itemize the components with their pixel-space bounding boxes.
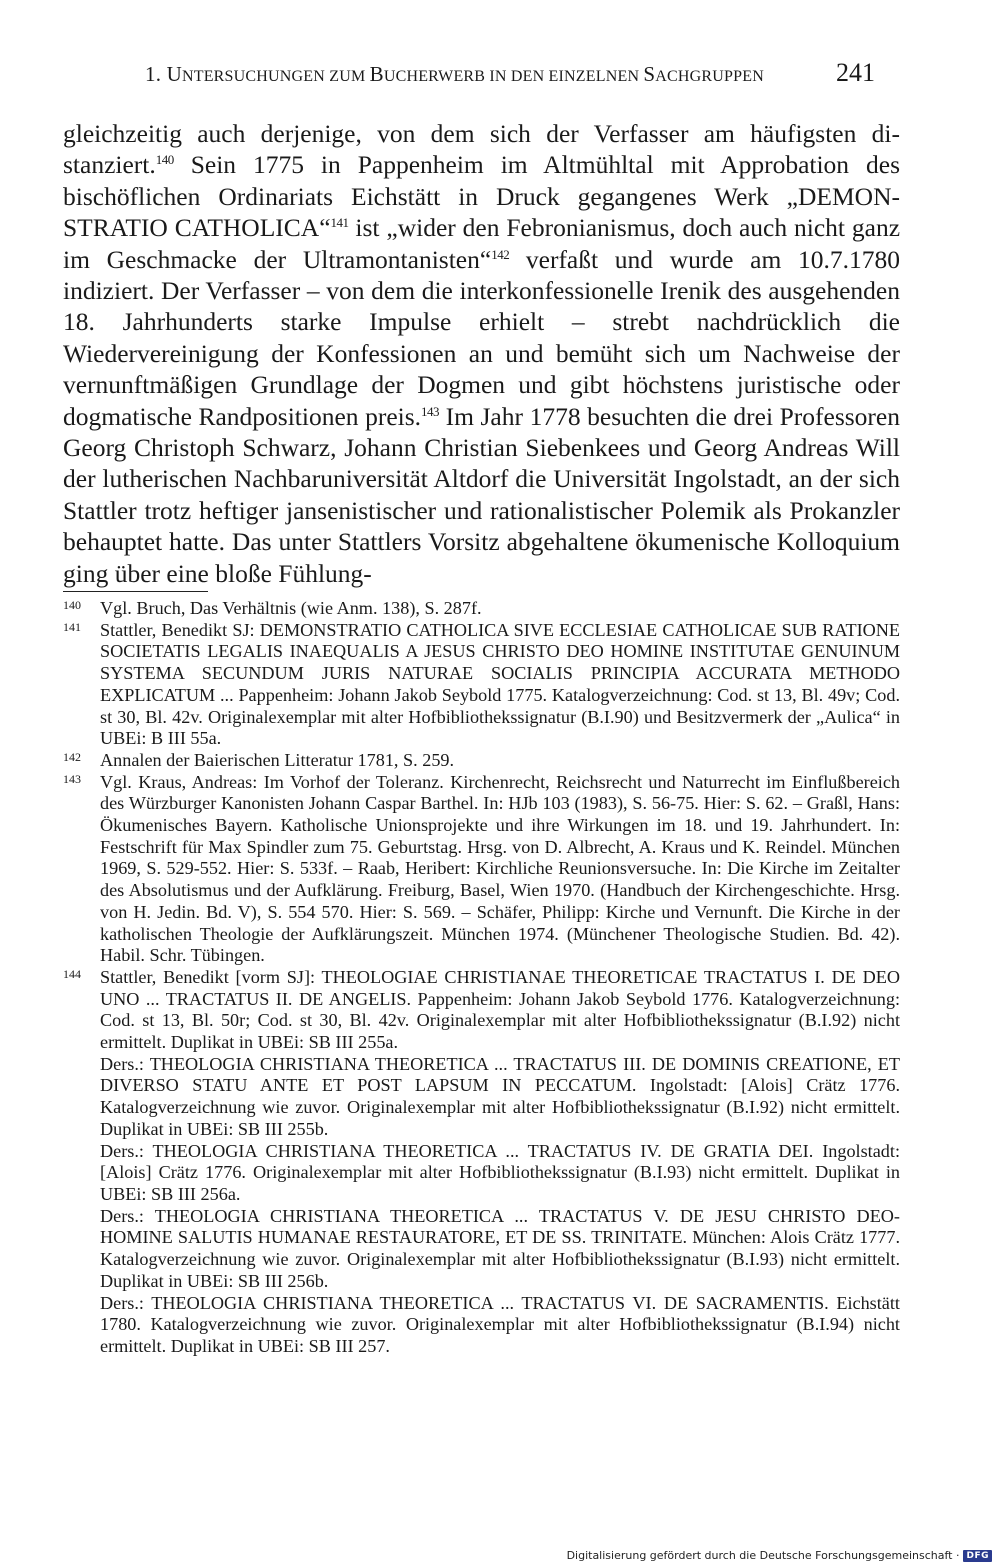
footnote-text: Vgl. Kraus, Andreas: Im Vorhof der Toleranz. Kirchenrecht, Reichsrecht und Naturrecht im Einflußbereich des Würzburger Kanonisten Johann Caspar Barthel. In: HJb 103 (1983), S. 56-75. Hier: S. 62. – Graßl, Hans: Ökumenisches Bayern. Katholische Unionsprojekte und ihre Wirkungen im 18. und 19. Jahrhundert. In: Festschrift für Max Spindler zum 75. Geburtstag. Hrsg. von D. Albrecht, A. Kraus und K. Reindel. München 1969, S. 529-552. Hier: S. 533f. – Raab, Heribert: Kirchliche Reunionsversuche. In: Die Kirche im Zeitalter des Absolutismus und der Aufklärung. Freiburg, Basel, Wien 1970. (Handbuch der Kirchengeschichte. Hrsg. von H. Jedin. Bd. V), S. 554 570. Hier: S. 569. – Schäfer, Philipp: Kirche und Vernunft. Die Kirche in der katholischen Theologie der Aufklärungszeit. München 1974. (Münchener Theologische Studien. Bd. 42). Habil. Schr. Tübingen. [100, 771, 900, 966]
footnote-text: Ders.: THEOLOGIA CHRISTIANA THEORETICA ... TRACTATUS V. DE JESU CHRISTO DEO-HOMINE SALUTIS HUMANAE RESTAURATORE, ET DE SS. TRINITATE. München: Alois Crätz 1777. Katalogverzeichnung wie zuvor. Originalexemplar mit alter Hofbibliothekssignatur (B.I.93) nicht ermittelt. Duplikat in UBEi: SB III 256b. [100, 1205, 900, 1291]
footnote-number: 144 [63, 966, 81, 981]
body-text-segment: verfaßt und wurde am 10.7.1780 indiziert. Der Verfasser – von dem die interkonfessionelle Irenik des ausgehenden 18. Jahrhunderts starke Impulse erhielt – strebt nachdrücklich die Wiedervereinigung der Konfessionen an und bemüht sich um Nachweise der vernunftmäßigen Grundlage der Dogmen und gibt höchstens juristische oder dogmatische Randpositionen preis. [63, 244, 900, 431]
footnote-ref[interactable]: 143 [421, 403, 440, 419]
footnote-text: Stattler, Benedikt SJ: DEMONSTRATIO CATHOLICA SIVE ECCLESIAE CATHOLICAE SUB RATIONE SOCIETATIS LEGALIS INAEQUALIS A JESUS CHRISTO DEO HOMINE INSTITUTAE GENUINUM SYSTEMA SECUNDUM JURIS NATURAE SOCIALIS PRINCIPIA ACCURATA METHODO EXPLICATUM ... Pappenheim: Johann Jakob Seybold 1775. Katalogverzeichnung: Cod. st 13, Bl. 49v; Cod. st 30, Bl. 42v. Originalexemplar mit alter Hofbibliothekssignatur (B.I.90) und Besitzvermerk der „Aulica“ in UBEi: B III 55a. [100, 619, 900, 749]
footnote-text: Annalen der Baierischen Litteratur 1781, S. 259. [100, 749, 455, 770]
dfg-logo-icon: DFG [963, 1550, 992, 1562]
footnote-ref[interactable]: 141 [330, 215, 349, 231]
digitization-credit [567, 1549, 992, 1562]
footnote-separator [63, 591, 208, 592]
footnote-ref[interactable]: 140 [155, 152, 174, 168]
footnote-143 [63, 772, 900, 967]
title-smallcaps: NTERSUCHUNGEN ZUM [181, 68, 370, 85]
body-text-segment: gleichzeitig auch derjenige, von dem sich der Verfasser am häufigsten distanziert. [63, 119, 900, 180]
chapter-number: 1. [145, 62, 162, 86]
page-number: 241 [836, 58, 875, 87]
footnote-number: 141 [63, 619, 81, 634]
body-text-segment: Im Jahr 1778 besuchten die drei Professoren Georg Christoph Schwarz, Johann Christian Siebenkees und Georg Andreas Will der lutherischen Nachbaruniversität Altdorf die Universität Ingolstadt, an der sich Stattler trotz heftiger jansenistischer und rationalistischer Polemik als Prokanzler behauptet hatte. Das unter Stattlers Vorsitz abgehaltene ökumenische Kolloquium ging über eine bloße Fühlung- [63, 401, 900, 588]
footnote-144 [63, 967, 900, 1358]
footnote-ref[interactable]: 142 [491, 246, 510, 262]
footnote-141 [63, 620, 900, 750]
title-smallcaps: ACHGRUPPEN [655, 68, 764, 85]
footnote-text: Vgl. Bruch, Das Verhältnis (wie Anm. 138), S. 287f. [100, 598, 482, 618]
footnote-142 [63, 750, 900, 772]
body-text-segment: Sein 1775 in Pappenheim im Altmühltal mit Approbation des bischöflichen Ordinariats Eichstätt in Druck gegangenes Werk „DEMONSTRATIO CATHOLICA“ [63, 150, 900, 243]
footnote-number: 140 [63, 598, 81, 612]
footnote-text: Ders.: THEOLOGIA CHRISTIANA THEORETICA ... TRACTATUS IV. DE GRATIA DEI. Ingolstadt: [Alois] Crätz 1776. Originalexemplar mit alter Hofbibliothekssignatur (B.I.93) nicht ermittelt. Duplikat in UBEi: SB III 256a. [100, 1140, 900, 1204]
title-cap: U [166, 62, 182, 86]
running-head [145, 62, 875, 87]
title-cap: B [369, 62, 384, 86]
credit-text: Digitalisierung gefördert durch die Deutsche Forschungsgemeinschaft · [566, 1549, 960, 1562]
footnote-140 [63, 598, 900, 620]
footnote-text: Ders.: THEOLOGIA CHRISTIANA THEORETICA ... TRACTATUS VI. DE SACRAMENTIS. Eichstätt 1780. Katalogverzeichnung wie zuvor. Originalexemplar mit alter Hofbibliothekssignatur (B.I.94) nicht ermittelt. Duplikat in UBEi: SB III 257. [100, 1292, 900, 1356]
footnotes [63, 598, 900, 1358]
footnote-text: Stattler, Benedikt [vorm SJ]: THEOLOGIAE CHRISTIANAE THEORETICAE TRACTATUS I. DE DEO UNO ... TRACTATUS II. DE ANGELIS. Pappenheim: Johann Jakob Seybold 1776. Katalogverzeichnung: Cod. st 13, Bl. 50r; Cod. st 30, Bl. 42v. Originalexemplar mit alter Hofbibliothekssignatur (B.I.92) nicht ermittelt. Duplikat in UBEi: SB III 255a. [100, 966, 900, 1053]
main-paragraph [63, 118, 900, 589]
running-head-title [167, 62, 764, 86]
body-text-segment: ist „wider den Febronianismus, doch auch nicht ganz im Geschmacke der Ultramontanisten“ [63, 213, 901, 274]
footnote-number: 142 [63, 749, 81, 764]
footnote-number: 143 [63, 771, 81, 786]
title-smallcaps: UCHERWERB IN DEN EINZELNEN [383, 68, 644, 85]
footnote-text: Ders.: THEOLOGIA CHRISTIANA THEORETICA ... TRACTATUS III. DE DOMINIS CREATIONE, ET DIVERSO STATU ANTE ET POST LAPSUM IN PECCATUM. Ingolstadt: [Alois] Crätz 1776. Katalogverzeichnung wie zuvor. Originalexemplar mit alter Hofbibliothekssignatur (B.I.92) nicht ermittelt. Duplikat in UBEi: SB III 255b. [100, 1053, 900, 1139]
title-cap: S [643, 62, 656, 86]
